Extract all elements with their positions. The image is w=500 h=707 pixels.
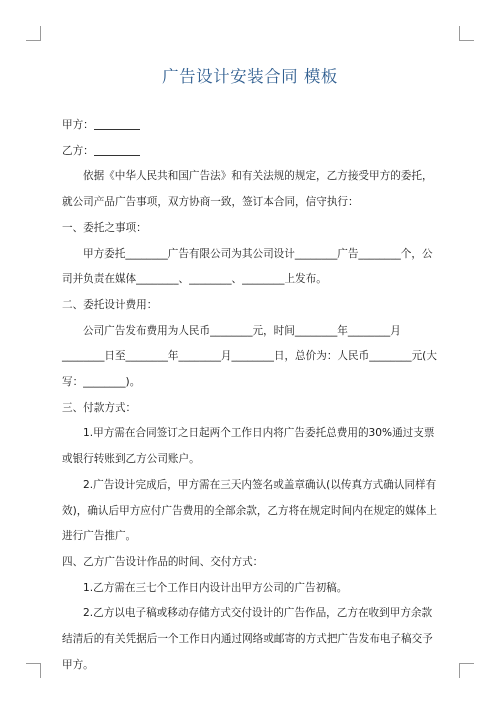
crop-mark-top-right <box>459 26 474 41</box>
section-3-item-1: 1.甲方需在合同签订之日起两个工作日内将广告委托总费用的30%通过支票或银行转账到乙方公司账户。 <box>62 427 435 466</box>
party-a-line <box>62 113 437 139</box>
document-title: 广告设计安装合同 模板 <box>162 67 338 86</box>
section-1-heading: 一、委托之事项： <box>62 221 147 234</box>
section-4-item-2: 2.乙方以电子稿或移动存储方式交付设计的广告作品，乙方在收到甲方余款结清后的有关凭据后一个工作日内通过网络或邮寄的方式把广告发布电子稿交予甲方。 <box>62 607 433 671</box>
section-4-item-1: 1.乙方需在三七个工作日内设计出甲方公司的广告初稿。 <box>83 581 348 594</box>
section-1-paragraph: 甲方委托________广告有限公司为其公司设计________广告________个，公司并负责在媒体________、________、________上发布。 <box>62 247 433 286</box>
section-4-heading: 四、乙方广告设计作品的时间、交付方式： <box>62 555 264 568</box>
party-b-line <box>62 139 437 165</box>
section-2-paragraph: 公司广告发布费用为人民币________元，时间________年________月________日至________年________月________日，总价为：人民币________元(大写：________)。 <box>62 324 437 389</box>
party-a-label: 甲方： <box>62 119 94 131</box>
section-2-heading: 二、委托设计费用： <box>62 298 158 311</box>
intro-paragraph: 依据《中华人民共和国广告法》和有关法规的规定，乙方接受甲方的委托，就公司产品广告事项，双方协商一致，签订本合同，信守执行： <box>62 170 433 209</box>
crop-mark-top-left <box>26 26 41 41</box>
crop-mark-bottom-left <box>26 663 41 678</box>
party-b-blank <box>94 143 140 156</box>
section-3-item-2: 2.广告设计完成后，甲方需在三天内签名或盖章确认(以传真方式确认同样有效)，确认后甲方应付广告费用的全部余款，乙方将在规定时间内在规定的媒体上进行广告推广。 <box>62 478 437 543</box>
section-3-heading: 三、付款方式： <box>62 401 137 414</box>
party-b-label: 乙方： <box>62 144 94 157</box>
crop-mark-bottom-right <box>459 663 474 678</box>
party-a-blank <box>94 117 140 130</box>
document-body <box>62 113 437 678</box>
